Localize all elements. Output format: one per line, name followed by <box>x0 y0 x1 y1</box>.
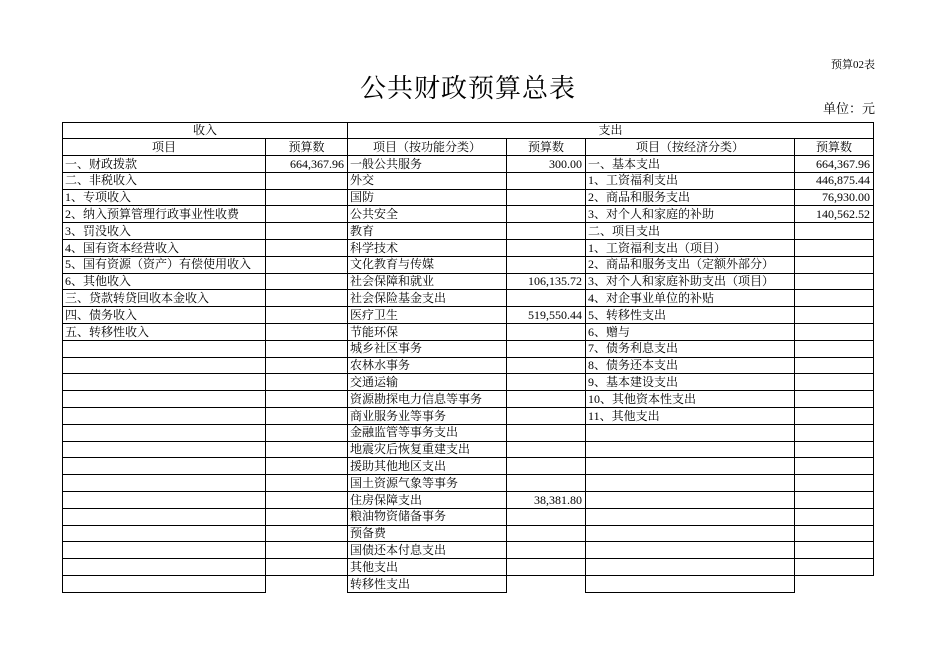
cell-income-item <box>63 525 266 542</box>
cell-economic-budget <box>795 374 874 391</box>
cell-income-item: 五、转移性收入 <box>63 323 266 340</box>
table-row <box>63 256 874 273</box>
table-row <box>63 374 874 391</box>
cell-function-budget <box>507 391 586 408</box>
cell-function-item: 城乡社区事务 <box>348 340 507 357</box>
cell-function-item: 外交 <box>348 172 507 189</box>
cell-function-budget <box>507 189 586 206</box>
cell-function-budget <box>507 458 586 475</box>
cell-function-budget <box>507 424 586 441</box>
cell-economic-item: 9、基本建设支出 <box>586 374 795 391</box>
cell-function-item: 社会保障和就业 <box>348 273 507 290</box>
table-row <box>63 424 874 441</box>
cell-function-item: 金融监管等事务支出 <box>348 424 507 441</box>
cell-economic-budget: 76,930.00 <box>795 189 874 206</box>
cell-economic-item <box>586 542 795 559</box>
cell-function-budget <box>507 323 586 340</box>
cell-income-budget <box>266 256 348 273</box>
cell-function-budget: 519,550.44 <box>507 307 586 324</box>
cell-function-item: 国防 <box>348 189 507 206</box>
cell-function-budget <box>507 256 586 273</box>
cell-function-budget <box>507 357 586 374</box>
cell-function-budget <box>507 206 586 223</box>
cell-income-budget <box>266 458 348 475</box>
table-row <box>63 307 874 324</box>
cell-function-item: 资源勘探电力信息等事务 <box>348 391 507 408</box>
cell-income-budget <box>266 441 348 458</box>
cell-income-budget <box>266 323 348 340</box>
cell-economic-item: 8、债务还本支出 <box>586 357 795 374</box>
cell-function-budget <box>507 239 586 256</box>
cell-economic-item: 6、赠与 <box>586 323 795 340</box>
table-row <box>63 458 874 475</box>
cell-economic-budget <box>795 559 874 576</box>
cell-income-budget <box>266 475 348 492</box>
cell-income-budget <box>266 172 348 189</box>
cell-function-budget: 106,135.72 <box>507 273 586 290</box>
cell-economic-item: 5、转移性支出 <box>586 307 795 324</box>
cell-income-item: 3、罚没收入 <box>63 223 266 240</box>
col-header-function-budget: 预算数 <box>507 139 586 156</box>
col-header-economic-item: 项目（按经济分类） <box>586 139 795 156</box>
cell-function-item: 一般公共服务 <box>348 156 507 173</box>
sheet-number-label: 预算02表 <box>831 59 875 71</box>
cell-income-budget <box>266 407 348 424</box>
cell-income-item: 二、非税收入 <box>63 172 266 189</box>
income-section-header: 收入 <box>63 123 348 139</box>
cell-income-item: 5、国有资源（资产）有偿使用收入 <box>63 256 266 273</box>
cell-economic-item <box>586 491 795 508</box>
cell-function-item: 国债还本付息支出 <box>348 542 507 559</box>
cell-function-item: 教育 <box>348 223 507 240</box>
cell-economic-item: 一、基本支出 <box>586 156 795 173</box>
cell-economic-item: 1、工资福利支出 <box>586 172 795 189</box>
cell-income-budget <box>266 542 348 559</box>
cell-function-item: 医疗卫生 <box>348 307 507 324</box>
cell-income-item <box>63 491 266 508</box>
cell-income-item <box>63 391 266 408</box>
cell-income-budget <box>266 189 348 206</box>
table-row <box>63 508 874 525</box>
cell-function-budget <box>507 340 586 357</box>
cell-income-item <box>63 508 266 525</box>
table-row <box>63 575 874 592</box>
cell-function-item: 住房保障支出 <box>348 491 507 508</box>
cell-income-budget <box>266 273 348 290</box>
cell-function-budget <box>507 441 586 458</box>
cell-function-budget <box>507 290 586 307</box>
table-row <box>63 407 874 424</box>
table-row <box>63 223 874 240</box>
cell-economic-budget <box>795 391 874 408</box>
cell-income-budget: 664,367.96 <box>266 156 348 173</box>
cell-economic-budget: 446,875.44 <box>795 172 874 189</box>
cell-economic-item: 11、其他支出 <box>586 407 795 424</box>
cell-function-item: 农林水事务 <box>348 357 507 374</box>
cell-income-budget <box>266 290 348 307</box>
cell-income-budget <box>266 508 348 525</box>
cell-income-item <box>63 407 266 424</box>
table-row <box>63 239 874 256</box>
cell-function-item: 援助其他地区支出 <box>348 458 507 475</box>
section-header-row <box>63 123 874 139</box>
table-row <box>63 559 874 576</box>
cell-economic-item: 1、工资福利支出（项目） <box>586 239 795 256</box>
cell-income-item <box>63 458 266 475</box>
cell-income-budget <box>266 223 348 240</box>
cell-economic-budget <box>795 357 874 374</box>
table-row <box>63 172 874 189</box>
cell-function-item: 交通运输 <box>348 374 507 391</box>
table-row <box>63 491 874 508</box>
cell-income-item: 四、债务收入 <box>63 307 266 324</box>
table-row <box>63 475 874 492</box>
cell-economic-item: 4、对企事业单位的补贴 <box>586 290 795 307</box>
cell-function-item: 转移性支出 <box>348 575 507 592</box>
cell-function-budget <box>507 172 586 189</box>
cell-economic-budget <box>795 307 874 324</box>
cell-income-budget <box>266 340 348 357</box>
cell-economic-budget <box>795 491 874 508</box>
cell-economic-budget <box>795 542 874 559</box>
cell-income-item <box>63 357 266 374</box>
cell-income-item: 4、国有资本经营收入 <box>63 239 266 256</box>
cell-economic-budget <box>795 290 874 307</box>
cell-economic-item: 7、债务利息支出 <box>586 340 795 357</box>
cell-income-item: 6、其他收入 <box>63 273 266 290</box>
cell-economic-item: 二、项目支出 <box>586 223 795 240</box>
col-header-function-item: 项目（按功能分类） <box>348 139 507 156</box>
cell-function-budget: 300.00 <box>507 156 586 173</box>
budget-table <box>62 122 874 593</box>
cell-function-budget <box>507 525 586 542</box>
cell-function-budget <box>507 575 586 592</box>
cell-economic-item <box>586 525 795 542</box>
cell-income-item: 一、财政拨款 <box>63 156 266 173</box>
cell-function-item: 节能环保 <box>348 323 507 340</box>
cell-income-item <box>63 559 266 576</box>
cell-function-budget <box>507 559 586 576</box>
cell-income-item: 2、纳入预算管理行政事业性收费 <box>63 206 266 223</box>
cell-economic-budget <box>795 239 874 256</box>
cell-function-item: 粮油物资储备事务 <box>348 508 507 525</box>
cell-function-budget <box>507 223 586 240</box>
cell-income-budget <box>266 357 348 374</box>
table-row <box>63 391 874 408</box>
cell-economic-item <box>586 575 795 592</box>
cell-income-budget <box>266 575 348 592</box>
cell-income-item <box>63 475 266 492</box>
table-row <box>63 542 874 559</box>
cell-function-budget <box>507 508 586 525</box>
table-row <box>63 340 874 357</box>
cell-income-budget <box>266 559 348 576</box>
table-row <box>63 323 874 340</box>
cell-economic-item: 3、对个人和家庭补助支出（项目） <box>586 273 795 290</box>
col-header-income-item: 项目 <box>63 139 266 156</box>
cell-economic-item <box>586 508 795 525</box>
cell-function-budget <box>507 475 586 492</box>
cell-function-item: 文化教育与传媒 <box>348 256 507 273</box>
cell-economic-budget <box>795 525 874 542</box>
cell-function-item: 社会保险基金支出 <box>348 290 507 307</box>
cell-function-budget <box>507 542 586 559</box>
cell-economic-budget <box>795 340 874 357</box>
cell-economic-item <box>586 475 795 492</box>
cell-function-item: 科学技术 <box>348 239 507 256</box>
table-row <box>63 273 874 290</box>
cell-economic-budget: 664,367.96 <box>795 156 874 173</box>
cell-economic-budget <box>795 508 874 525</box>
cell-economic-budget <box>795 475 874 492</box>
cell-function-budget <box>507 374 586 391</box>
cell-economic-budget: 140,562.52 <box>795 206 874 223</box>
cell-economic-budget <box>795 424 874 441</box>
cell-income-budget <box>266 206 348 223</box>
cell-income-budget <box>266 374 348 391</box>
cell-economic-item <box>586 424 795 441</box>
expense-section-header: 支出 <box>348 123 874 139</box>
cell-function-item: 预备费 <box>348 525 507 542</box>
cell-function-item: 地震灾后恢复重建支出 <box>348 441 507 458</box>
cell-function-item: 国土资源气象等事务 <box>348 475 507 492</box>
cell-economic-item: 2、商品和服务支出 <box>586 189 795 206</box>
cell-economic-item <box>586 441 795 458</box>
col-header-economic-budget: 预算数 <box>795 139 874 156</box>
cell-income-item: 三、贷款转贷回收本金收入 <box>63 290 266 307</box>
cell-economic-budget <box>795 256 874 273</box>
cell-economic-budget <box>795 407 874 424</box>
cell-function-item: 公共安全 <box>348 206 507 223</box>
cell-income-item <box>63 441 266 458</box>
cell-economic-item <box>586 559 795 576</box>
table-row <box>63 156 874 173</box>
cell-income-item <box>63 424 266 441</box>
column-header-row <box>63 139 874 156</box>
cell-income-budget <box>266 525 348 542</box>
cell-economic-budget <box>795 273 874 290</box>
cell-income-budget <box>266 307 348 324</box>
table-row <box>63 206 874 223</box>
cell-income-item <box>63 542 266 559</box>
cell-function-budget: 38,381.80 <box>507 491 586 508</box>
cell-income-budget <box>266 239 348 256</box>
table-row <box>63 290 874 307</box>
cell-economic-budget <box>795 458 874 475</box>
cell-income-budget <box>266 424 348 441</box>
cell-economic-item: 2、商品和服务支出（定额外部分） <box>586 256 795 273</box>
cell-economic-item: 3、对个人和家庭的补助 <box>586 206 795 223</box>
page-title: 公共财政预算总表 <box>359 74 576 103</box>
table-row <box>63 441 874 458</box>
cell-function-item: 其他支出 <box>348 559 507 576</box>
table-row <box>63 525 874 542</box>
col-header-income-budget: 预算数 <box>266 139 348 156</box>
cell-income-budget <box>266 391 348 408</box>
budget-table-body <box>63 156 874 593</box>
cell-economic-budget <box>795 441 874 458</box>
table-row <box>63 357 874 374</box>
cell-income-budget <box>266 491 348 508</box>
cell-economic-budget <box>795 323 874 340</box>
cell-economic-item <box>586 458 795 475</box>
cell-function-item: 商业服务业等事务 <box>348 407 507 424</box>
cell-function-budget <box>507 407 586 424</box>
cell-economic-item: 10、其他资本性支出 <box>586 391 795 408</box>
cell-income-item <box>63 575 266 592</box>
table-row <box>63 189 874 206</box>
cell-income-item: 1、专项收入 <box>63 189 266 206</box>
cell-economic-budget <box>795 223 874 240</box>
cell-income-item <box>63 340 266 357</box>
unit-label: 单位：元 <box>822 101 875 116</box>
cell-income-item <box>63 374 266 391</box>
cell-economic-budget <box>795 575 874 592</box>
